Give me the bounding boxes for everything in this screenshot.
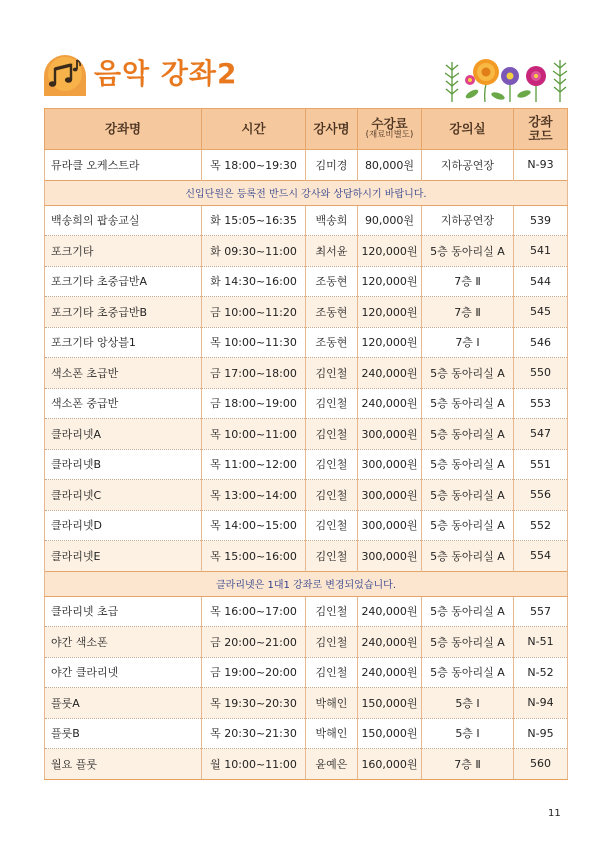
cell-time: 목 18:00~19:30 bbox=[202, 150, 306, 181]
cell-code: N-94 bbox=[514, 688, 568, 719]
table-row bbox=[45, 510, 568, 541]
cell-teacher: 김인철 bbox=[306, 510, 358, 541]
cell-name: 뮤라클 오케스트라 bbox=[45, 150, 202, 181]
cell-teacher: 박해인 bbox=[306, 718, 358, 749]
table-row bbox=[45, 205, 568, 236]
cell-time: 금 20:00~21:00 bbox=[202, 627, 306, 658]
page-number: 11 bbox=[548, 808, 561, 819]
cell-code: 547 bbox=[514, 419, 568, 450]
cell-time: 목 11:00~12:00 bbox=[202, 449, 306, 480]
cell-fee: 300,000원 bbox=[358, 510, 422, 541]
cell-room: 5층 동아리실 A bbox=[422, 541, 514, 572]
cell-room: 5층 동아리실 A bbox=[422, 657, 514, 688]
cell-code: 546 bbox=[514, 327, 568, 358]
cell-time: 금 17:00~18:00 bbox=[202, 358, 306, 389]
table-header-row bbox=[45, 109, 568, 150]
cell-fee: 150,000원 bbox=[358, 718, 422, 749]
cell-name: 클라리넷E bbox=[45, 541, 202, 572]
header-fee-note: (재료비별도) bbox=[365, 130, 414, 141]
cell-code: 557 bbox=[514, 596, 568, 627]
cell-code: 551 bbox=[514, 449, 568, 480]
cell-code: 553 bbox=[514, 388, 568, 419]
page-title: 음악 강좌2 bbox=[94, 57, 238, 90]
cell-time: 목 20:30~21:30 bbox=[202, 718, 306, 749]
cell-time: 월 10:00~11:00 bbox=[202, 749, 306, 780]
cell-fee: 80,000원 bbox=[358, 150, 422, 181]
header-time: 시간 bbox=[202, 109, 306, 150]
cell-teacher: 김인철 bbox=[306, 627, 358, 658]
cell-name: 야간 색소폰 bbox=[45, 627, 202, 658]
cell-room: 5층 Ⅰ bbox=[422, 688, 514, 719]
cell-fee: 160,000원 bbox=[358, 749, 422, 780]
cell-fee: 120,000원 bbox=[358, 297, 422, 328]
cell-code: N-52 bbox=[514, 657, 568, 688]
table-row bbox=[45, 718, 568, 749]
cell-name: 플룻A bbox=[45, 688, 202, 719]
cell-room: 5층 동아리실 A bbox=[422, 358, 514, 389]
header-code bbox=[514, 109, 568, 150]
cell-teacher: 김인철 bbox=[306, 419, 358, 450]
cell-fee: 300,000원 bbox=[358, 480, 422, 511]
cell-room: 5층 동아리실 A bbox=[422, 449, 514, 480]
cell-name: 포크기타 앙상블1 bbox=[45, 327, 202, 358]
cell-fee: 120,000원 bbox=[358, 266, 422, 297]
cell-code: 541 bbox=[514, 236, 568, 267]
table-row bbox=[45, 327, 568, 358]
table-body bbox=[45, 150, 568, 780]
cell-name: 포크기타 초중급반B bbox=[45, 297, 202, 328]
cell-name: 클라리넷C bbox=[45, 480, 202, 511]
cell-time: 목 15:00~16:00 bbox=[202, 541, 306, 572]
cell-teacher: 조동현 bbox=[306, 297, 358, 328]
table-row bbox=[45, 297, 568, 328]
cell-time: 목 10:00~11:00 bbox=[202, 419, 306, 450]
header-name: 강좌명 bbox=[45, 109, 202, 150]
cell-time: 화 09:30~11:00 bbox=[202, 236, 306, 267]
cell-teacher: 김미경 bbox=[306, 150, 358, 181]
cell-room: 5층 동아리실 A bbox=[422, 388, 514, 419]
cell-fee: 300,000원 bbox=[358, 419, 422, 450]
cell-room: 5층 동아리실 A bbox=[422, 510, 514, 541]
cell-name: 색소폰 초급반 bbox=[45, 358, 202, 389]
cell-code: N-51 bbox=[514, 627, 568, 658]
table-row bbox=[45, 419, 568, 450]
cell-fee: 300,000원 bbox=[358, 541, 422, 572]
cell-code: 554 bbox=[514, 541, 568, 572]
header-teacher: 강사명 bbox=[306, 109, 358, 150]
cell-room: 지하공연장 bbox=[422, 205, 514, 236]
cell-name: 포크기타 bbox=[45, 236, 202, 267]
notice-text: 클라리넷은 1대1 강좌로 변경되었습니다. bbox=[45, 571, 568, 596]
music-note-icon bbox=[44, 54, 86, 96]
cell-teacher: 김인철 bbox=[306, 657, 358, 688]
table-row bbox=[45, 449, 568, 480]
header-code-line2: 코드 bbox=[528, 128, 553, 143]
cell-teacher: 최서윤 bbox=[306, 236, 358, 267]
cell-name: 야간 클라리넷 bbox=[45, 657, 202, 688]
cell-teacher: 백송희 bbox=[306, 205, 358, 236]
cell-name: 클라리넷 초급 bbox=[45, 596, 202, 627]
cell-fee: 90,000원 bbox=[358, 205, 422, 236]
cell-name: 플룻B bbox=[45, 718, 202, 749]
cell-code: 552 bbox=[514, 510, 568, 541]
cell-fee: 120,000원 bbox=[358, 327, 422, 358]
cell-code: 544 bbox=[514, 266, 568, 297]
cell-fee: 240,000원 bbox=[358, 358, 422, 389]
cell-room: 7층 Ⅱ bbox=[422, 297, 514, 328]
cell-room: 5층 동아리실 A bbox=[422, 480, 514, 511]
table-row bbox=[45, 596, 568, 627]
cell-code: 560 bbox=[514, 749, 568, 780]
cell-fee: 240,000원 bbox=[358, 388, 422, 419]
cell-fee: 240,000원 bbox=[358, 596, 422, 627]
table-row bbox=[45, 749, 568, 780]
cell-teacher: 김인철 bbox=[306, 388, 358, 419]
cell-room: 5층 동아리실 A bbox=[422, 627, 514, 658]
cell-room: 7층 Ⅱ bbox=[422, 749, 514, 780]
cell-fee: 300,000원 bbox=[358, 449, 422, 480]
cell-fee: 150,000원 bbox=[358, 688, 422, 719]
table-row bbox=[45, 480, 568, 511]
cell-fee: 240,000원 bbox=[358, 627, 422, 658]
cell-code: 556 bbox=[514, 480, 568, 511]
cell-time: 목 16:00~17:00 bbox=[202, 596, 306, 627]
cell-teacher: 김인철 bbox=[306, 596, 358, 627]
table-row bbox=[45, 358, 568, 389]
cell-teacher: 조동현 bbox=[306, 327, 358, 358]
cell-name: 클라리넷D bbox=[45, 510, 202, 541]
cell-teacher: 김인철 bbox=[306, 480, 358, 511]
notice-row bbox=[45, 180, 568, 205]
cell-name: 월요 플룻 bbox=[45, 749, 202, 780]
cell-time: 목 13:00~14:00 bbox=[202, 480, 306, 511]
cell-fee: 240,000원 bbox=[358, 657, 422, 688]
flower-illustration bbox=[440, 52, 570, 102]
cell-room: 5층 Ⅰ bbox=[422, 718, 514, 749]
cell-time: 금 10:00~11:20 bbox=[202, 297, 306, 328]
table-row bbox=[45, 541, 568, 572]
cell-time: 화 14:30~16:00 bbox=[202, 266, 306, 297]
table-row bbox=[45, 150, 568, 181]
cell-room: 지하공연장 bbox=[422, 150, 514, 181]
cell-name: 클라리넷B bbox=[45, 449, 202, 480]
cell-code: N-93 bbox=[514, 150, 568, 181]
table-row bbox=[45, 236, 568, 267]
lecture-table bbox=[44, 108, 568, 780]
header-room: 강의실 bbox=[422, 109, 514, 150]
cell-room: 7층 Ⅰ bbox=[422, 327, 514, 358]
header-fee-label: 수강료 bbox=[371, 115, 408, 131]
cell-time: 금 19:00~20:00 bbox=[202, 657, 306, 688]
cell-name: 클라리넷A bbox=[45, 419, 202, 450]
cell-teacher: 김인철 bbox=[306, 449, 358, 480]
cell-teacher: 김인철 bbox=[306, 541, 358, 572]
cell-code: 550 bbox=[514, 358, 568, 389]
cell-name: 백송희의 팝송교실 bbox=[45, 205, 202, 236]
table-row bbox=[45, 657, 568, 688]
cell-room: 5층 동아리실 A bbox=[422, 236, 514, 267]
cell-fee: 120,000원 bbox=[358, 236, 422, 267]
cell-teacher: 윤예은 bbox=[306, 749, 358, 780]
table-row bbox=[45, 388, 568, 419]
cell-room: 5층 동아리실 A bbox=[422, 419, 514, 450]
cell-time: 목 19:30~20:30 bbox=[202, 688, 306, 719]
cell-time: 금 18:00~19:00 bbox=[202, 388, 306, 419]
cell-time: 목 14:00~15:00 bbox=[202, 510, 306, 541]
cell-teacher: 박해인 bbox=[306, 688, 358, 719]
cell-name: 포크기타 초중급반A bbox=[45, 266, 202, 297]
notice-text: 신입단원은 등록전 반드시 강사와 상담하시기 바랍니다. bbox=[45, 180, 568, 205]
table-row bbox=[45, 627, 568, 658]
cell-teacher: 김인철 bbox=[306, 358, 358, 389]
cell-code: N-95 bbox=[514, 718, 568, 749]
table-row bbox=[45, 688, 568, 719]
notice-row bbox=[45, 571, 568, 596]
cell-code: 545 bbox=[514, 297, 568, 328]
cell-name: 색소폰 중급반 bbox=[45, 388, 202, 419]
cell-code: 539 bbox=[514, 205, 568, 236]
cell-time: 목 10:00~11:30 bbox=[202, 327, 306, 358]
cell-time: 화 15:05~16:35 bbox=[202, 205, 306, 236]
table-row bbox=[45, 266, 568, 297]
header-code-line1: 강좌 bbox=[528, 113, 553, 129]
cell-teacher: 조동현 bbox=[306, 266, 358, 297]
cell-room: 7층 Ⅱ bbox=[422, 266, 514, 297]
header-fee bbox=[358, 109, 422, 150]
cell-room: 5층 동아리실 A bbox=[422, 596, 514, 627]
